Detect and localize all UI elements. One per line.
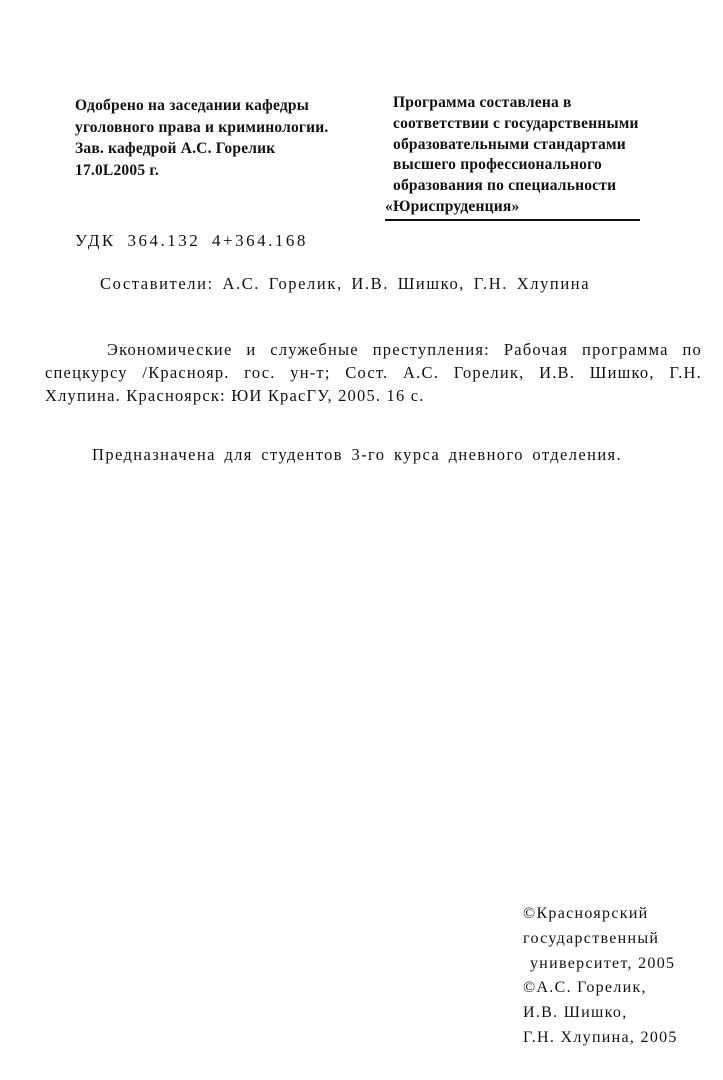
udk-classification-line: УДК 364.132 4+364.168 (75, 231, 308, 250)
approval-line: Одобрено на заседании кафедры (75, 97, 309, 114)
approval-block (75, 95, 400, 181)
copyright-line: государственный (523, 929, 660, 947)
approval-date-line: 17.0L2005 г. (75, 161, 159, 179)
compliance-line: образовательными стандартами (393, 135, 626, 153)
bibliographic-annotation (45, 338, 702, 407)
annotation-line: спецкурсу /Краснояр. гос. ун-т; Сост. А.С. Горелик, И.В. Шишко, Г.Н. (45, 363, 702, 382)
annotation-line: Хлупина. Красноярск: ЮИ КрасГУ, 2005. 16 с. (45, 386, 425, 405)
copyright-line: ©Красноярский (523, 905, 649, 922)
copyright-line: университет, 2005 (530, 954, 676, 972)
specialty-underlined-text: «Юриспруденция» (385, 197, 640, 221)
compliance-line: высшего профессионального (393, 156, 602, 174)
copyright-block (523, 902, 713, 1051)
compliance-line: Программа составлена в (393, 94, 572, 111)
compliance-block (385, 93, 658, 221)
copyright-line: Г.Н. Хлупина, 2005 (523, 1028, 678, 1046)
approval-line: Зав. кафедрой А.С. Горелик (75, 140, 276, 157)
audience-line: Предназначена для студентов 3-го курса дневного отделения. (92, 445, 623, 464)
copyright-line: ©А.С. Горелик, (523, 979, 647, 997)
compliance-line: образования по специальности (393, 177, 617, 195)
annotation-line: Экономические и служебные преступления: Рабочая программа по (107, 340, 702, 359)
copyright-line: И.В. Шишко, (523, 1004, 628, 1022)
compliance-line: соответствии с государственными (393, 114, 639, 132)
approval-line: уголовного права и криминологии. (75, 118, 329, 136)
compilers-line: Составители: А.С. Горелик, И.В. Шишко, Г.Н. Хлупина (100, 274, 591, 293)
